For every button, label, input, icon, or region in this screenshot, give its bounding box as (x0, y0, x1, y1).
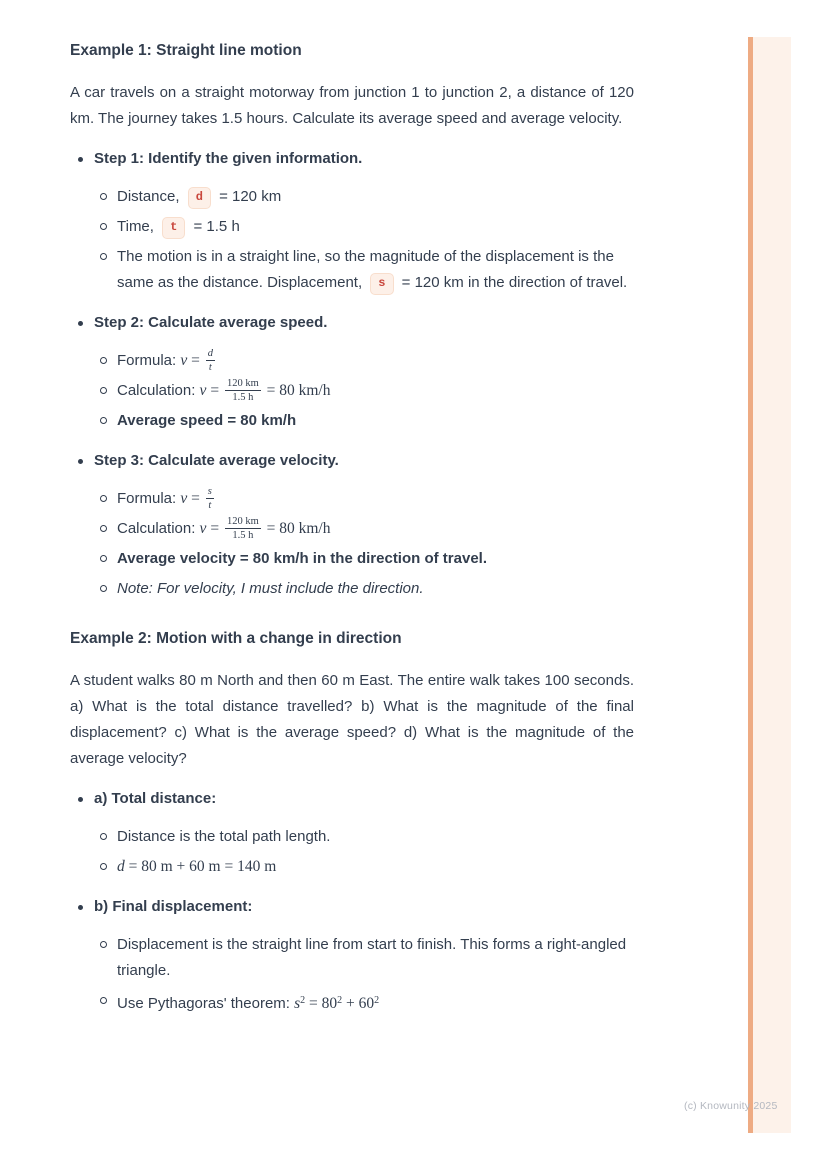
circle-bullet-icon (100, 941, 107, 948)
section-heading (70, 38, 634, 64)
list-item-text (117, 854, 634, 880)
math-expression (117, 858, 276, 875)
math-sup: 2 (337, 995, 343, 1006)
list-item-text (94, 310, 634, 336)
list-item-level1 (70, 310, 634, 336)
list-item-text (117, 546, 634, 572)
math-op: = (206, 382, 223, 399)
text-run: Step 2: Calculate average speed. (94, 314, 328, 331)
math-var: v (180, 490, 188, 507)
section-heading (70, 626, 634, 652)
fraction-denominator: 1.5 h (232, 392, 254, 403)
list-item-text (117, 824, 634, 850)
math-op: = (206, 520, 223, 537)
text-run: Average speed = 80 km/h (117, 412, 297, 429)
circle-bullet-icon (100, 357, 107, 364)
math-op: = (187, 490, 204, 507)
list-item-level1 (70, 146, 634, 172)
inline-code-chip: s (370, 273, 393, 295)
list-item-text (117, 932, 634, 984)
list-item-text (117, 486, 634, 512)
list-item-text (94, 448, 634, 474)
text-run: Step 3: Calculate average velocity. (94, 452, 339, 469)
math-op: = 80 km/h (262, 382, 331, 399)
list-item-level2 (70, 988, 634, 1017)
document-content (70, 38, 634, 1021)
list-item-text (117, 348, 634, 374)
math-expression (180, 486, 215, 511)
text-run: Average velocity = 80 km/h in the direction of travel. (117, 550, 487, 567)
circle-bullet-icon (100, 387, 107, 394)
text-run: A car travels on a straight motorway from junction 1 to junction 2, a distance of 120 km. The journey takes 1.5 hours. Calculate its average speed and average velocity. (70, 84, 634, 127)
paragraph (70, 668, 634, 772)
math-expression (199, 378, 331, 403)
fraction-denominator: 1.5 h (232, 530, 254, 541)
list-item-text (117, 214, 634, 240)
list-item-level2 (70, 486, 634, 512)
list-item-text (117, 516, 634, 542)
list-item-text (117, 988, 634, 1017)
math-fraction (225, 516, 261, 541)
math-expression (294, 995, 379, 1012)
circle-bullet-icon (100, 193, 107, 200)
math-fraction (225, 378, 261, 403)
math-expression (199, 516, 331, 541)
text-run: Formula: (117, 352, 181, 369)
list-item-text (117, 378, 634, 404)
bullet-icon (78, 321, 83, 326)
text-run: Distance is the total path length. (117, 828, 331, 845)
bullet-icon (78, 797, 83, 802)
math-var: s (294, 995, 301, 1012)
paragraph (70, 80, 634, 132)
circle-bullet-icon (100, 585, 107, 592)
list-item-level2 (70, 824, 634, 850)
page-edge-accent-fill (753, 37, 791, 1133)
circle-bullet-icon (100, 555, 107, 562)
math-op: = 80 (305, 995, 338, 1012)
list-item-level2 (70, 546, 634, 572)
math-fraction (206, 486, 214, 511)
text-run: Example 1: Straight line motion (70, 42, 302, 59)
text-run: a) Total distance: (94, 790, 217, 807)
list-item-level2 (70, 184, 634, 210)
circle-bullet-icon (100, 525, 107, 532)
list-item-level2 (70, 854, 634, 880)
text-run: Use Pythagoras' theorem: (117, 995, 295, 1012)
math-fraction (206, 348, 215, 373)
math-var: d (117, 858, 125, 875)
math-sup: 2 (374, 995, 380, 1006)
bullet-icon (78, 459, 83, 464)
list-item-level2 (70, 516, 634, 542)
list-item-text (117, 408, 634, 434)
list-item-level2 (70, 408, 634, 434)
list-item-level2 (70, 244, 634, 296)
list-item-text (117, 184, 634, 210)
math-var: v (180, 352, 188, 369)
text-run: Displacement is the straight line from start to finish. This forms a right-angled triangle. (117, 936, 627, 979)
list-item-level2 (70, 378, 634, 404)
text-run: Formula: (117, 490, 181, 507)
list-item-text (94, 146, 634, 172)
text-run: A student walks 80 m North and then 60 m East. The entire walk takes 100 seconds. a) What is the total distance travelled? b) What is the magnitude of the final displacement? c) What is the average speed? d) What is the magnitude of the average velocity? (70, 672, 634, 767)
text-run: Time, (117, 218, 159, 235)
inline-code-chip: d (188, 187, 211, 209)
list-item-level2 (70, 214, 634, 240)
fraction-denominator: t (208, 500, 212, 511)
math-op: = 80 m + 60 m = 140 m (124, 858, 277, 875)
math-var: v (199, 520, 207, 537)
text-run: Note: For velocity, I must include the direction. (117, 580, 424, 597)
math-op: = 80 km/h (262, 520, 331, 537)
text-run: Calculation: (117, 382, 200, 399)
text-run: Step 1: Identify the given information. (94, 150, 363, 167)
math-sup: 2 (300, 995, 306, 1006)
list-item-text (94, 894, 634, 920)
list-item-level1 (70, 448, 634, 474)
text-run: = 120 km (214, 188, 282, 205)
text-run: Example 2: Motion with a change in direction (70, 630, 402, 647)
text-run: = 120 km in the direction of travel. (397, 274, 628, 291)
math-op: + 60 (342, 995, 375, 1012)
fraction-numerator: d (207, 348, 213, 359)
circle-bullet-icon (100, 223, 107, 230)
circle-bullet-icon (100, 417, 107, 424)
text-run: b) Final displacement: (94, 898, 253, 915)
circle-bullet-icon (100, 253, 107, 260)
fraction-numerator: 120 km (226, 378, 259, 389)
bullet-icon (78, 157, 83, 162)
text-run: The motion is in a straight line, so the magnitude of the displacement is the same as the distance. Displacement, (117, 248, 614, 291)
math-expression (180, 348, 217, 373)
circle-bullet-icon (100, 495, 107, 502)
fraction-denominator: t (208, 362, 212, 373)
circle-bullet-icon (100, 833, 107, 840)
watermark: (c) Knowunity 2025 (684, 1100, 778, 1112)
list-item-level2 (70, 348, 634, 374)
list-item-text (117, 576, 634, 602)
list-item-level2 (70, 932, 634, 984)
math-var: v (199, 382, 207, 399)
list-item-text (94, 786, 634, 812)
math-op: = (187, 352, 204, 369)
fraction-numerator: s (207, 486, 212, 497)
list-item-level1 (70, 894, 634, 920)
text-run: Distance, (117, 188, 184, 205)
fraction-numerator: 120 km (226, 516, 259, 527)
circle-bullet-icon (100, 863, 107, 870)
inline-code-chip: t (162, 217, 185, 239)
list-item-level2 (70, 576, 634, 602)
text-run: Calculation: (117, 520, 200, 537)
circle-bullet-icon (100, 997, 107, 1004)
list-item-text (117, 244, 634, 296)
bullet-icon (78, 905, 83, 910)
list-item-level1 (70, 786, 634, 812)
text-run: = 1.5 h (189, 218, 240, 235)
